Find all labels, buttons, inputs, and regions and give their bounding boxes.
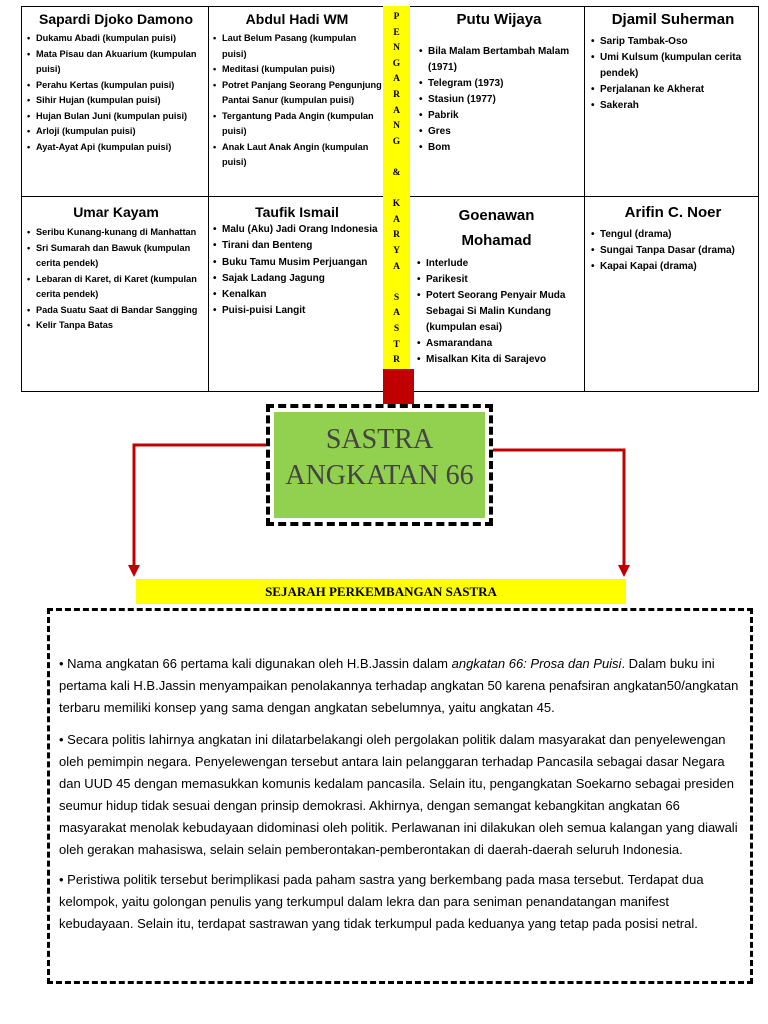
stripe-letter: A <box>393 74 400 85</box>
work-item: • Tirani dan Benteng <box>212 238 382 254</box>
center-title-line2: ANGKATAN 66 <box>285 460 474 491</box>
work-item: • Gres <box>418 124 584 140</box>
left-arrow-line <box>134 445 269 567</box>
work-item: • Sarip Tambak-Oso <box>590 34 756 50</box>
center-title-line1: SASTRA <box>325 424 434 455</box>
stripe-letter: G <box>392 136 401 147</box>
work-item: • Laut Belum Pasang (kumpulan puisi) <box>212 31 382 62</box>
work-item: • Stasiun (1977) <box>418 92 584 108</box>
work-item: • Tengul (drama) <box>590 227 756 243</box>
author-name: Putu Wijaya <box>456 11 542 28</box>
stripe-letter: S <box>393 292 400 303</box>
book-title: angkatan 66: Prosa dan Puisi <box>451 656 622 671</box>
stripe-letter: R <box>393 230 400 241</box>
work-item: • Potert Seorang Penyair Muda Sebagai Si Malin Kundang (kumpulan esai) <box>416 288 582 336</box>
section-title: SEJARAH PERKEMBANGAN SASTRA <box>136 579 626 604</box>
work-item: • Hujan Bulan Juni (kumpulan puisi) <box>26 109 206 125</box>
work-item: • Sakerah <box>590 98 756 114</box>
stripe-letter: K <box>392 199 401 210</box>
stripe-letter: R <box>393 355 400 366</box>
stripe-letter: T <box>393 339 400 350</box>
history-text-box <box>47 608 753 984</box>
stripe-letter: S <box>393 324 400 334</box>
stripe-letter: P <box>393 12 400 22</box>
work-item: • Perahu Kertas (kumpulan puisi) <box>26 78 206 94</box>
work-item: • Kelir Tanpa Batas <box>26 318 206 334</box>
work-item: • Pabrik <box>418 108 584 124</box>
right-arrow-line <box>490 450 624 567</box>
work-item: • Lebaran di Karet, di Karet (kumpulan cerita pendek) <box>26 272 206 303</box>
work-item: • Malu (Aku) Jadi Orang Indonesia <box>212 222 382 238</box>
work-item: • Sajak Ladang Jagung <box>212 271 382 287</box>
work-item: • Pada Suatu Saat di Bandar Sangging <box>26 303 206 319</box>
author-name: Taufik Ismail <box>255 204 339 220</box>
author-name: Abdul Hadi WM <box>245 11 349 27</box>
work-item: • Kenalkan <box>212 287 382 303</box>
stripe-letter: E <box>393 27 400 38</box>
work-item: • Arloji (kumpulan puisi) <box>26 124 206 140</box>
work-item: • Telegram (1973) <box>418 76 584 92</box>
author-name: Sapardi Djoko Damono <box>38 11 194 27</box>
work-item: • Puisi-puisi Langit <box>212 303 382 319</box>
author-name: Goenawan Mohamad <box>458 207 535 249</box>
paragraph-3: • Peristiwa politik tersebut berimplikasi pada paham sastra yang berkembang pada masa tersebut. Terdapat dua kelompok, yaitu golongan penulis yang terkumpul dalam lekra dan para seniman penandatangan manifest kebudayaan. Selain itu, terdapat sastrawan yang tidak terkumpul pada keduanya yang tetap pada posisi netral. <box>59 872 704 931</box>
paragraph-1 <box>59 653 742 719</box>
work-item: • Bila Malam Bertambah Malam (1971) <box>418 44 584 76</box>
stripe-letter: A <box>393 261 400 272</box>
stripe-letter: N <box>393 43 400 54</box>
work-item: • Misalkan Kita di Sarajevo <box>416 352 582 368</box>
right-arrow-head <box>618 565 630 577</box>
work-item: • Buku Tamu Musim Perjuangan <box>212 255 382 271</box>
stripe-letter: & <box>392 168 401 178</box>
work-item: • Umi Kulsum (kumpulan cerita pendek) <box>590 50 756 82</box>
work-item: • Dukamu Abadi (kumpulan puisi) <box>26 31 206 47</box>
center-box-fill <box>274 412 485 518</box>
work-item: • Anak Laut Anak Angin (kumpulan puisi) <box>212 140 382 171</box>
stripe-letter: R <box>393 90 400 100</box>
work-item: • Potret Panjang Seorang Pengunjung Pantai Sanur (kumpulan puisi) <box>212 78 382 109</box>
work-item: • Tergantung Pada Angin (kumpulan puisi) <box>212 109 382 140</box>
work-item: • Sihir Hujan (kumpulan puisi) <box>26 93 206 109</box>
sastra-angkatan-66-box <box>266 404 493 526</box>
work-item: • Bom <box>418 140 584 156</box>
work-item: • Asmarandana <box>416 336 582 352</box>
stripe-letter: A <box>393 105 400 116</box>
paragraph-1-text: • Nama angkatan 66 pertama kali digunakan oleh H.B.Jassin dalam <box>59 656 452 671</box>
work-item: • Interlude <box>416 256 582 272</box>
left-arrow-head <box>128 565 140 577</box>
author-name: Djamil Suherman <box>611 11 735 28</box>
work-item: • Seribu Kunang-kunang di Manhattan <box>26 225 206 241</box>
author-name: Arifin C. Noer <box>624 204 722 221</box>
work-item: • Sri Sumarah dan Bawuk (kumpulan cerita pendek) <box>26 241 206 272</box>
author-name: Umar Kayam <box>73 204 159 220</box>
paragraph-2: • Secara politis lahirnya angkatan ini dilatarbelakangi oleh pergolakan politik dalam masyarakat dan penyelewengan oleh pemimpin negara. Penyelewengan tersebut antara lain pelanggaran terhadap Pancasila sebagai dasar Negara dan UUD 45 dengan memasukkan komunis kedalam pancasila. Selain itu, pengangkatan Soekarno sebagai presiden seumur hidup tidak sesuai dengan prinsip demokrasi. Akhirnya, dengan semangat kebangkitan angkatan 66 masyarakat menolak kebudayaan didominasi oleh politik. Perlawanan ini dilakukan oleh semua kalangan yang diawali oleh gerakan mahasiswa, selain selain pemberontakan-pemberontakan di daerah-daerah seluruh Indonesia. <box>59 732 738 857</box>
stripe-letter: A <box>393 214 400 225</box>
work-item: • Perjalanan ke Akherat <box>590 82 756 98</box>
work-item: • Sungai Tanpa Dasar (drama) <box>590 243 756 259</box>
stripe-letter: N <box>393 121 400 132</box>
work-item: • Mata Pisau dan Akuarium (kumpulan puisi) <box>26 47 206 78</box>
paragraph-1-text-cont: . Dalam buku ini pertama kali H.B.Jassin menyampaikan penolakannya terhadap angkatan 50 karena penafsiran angkatan50/angkatan terbaru memiliki konsep yang sama dengan angkatan sebelumnya, yaitu angkatan 45. <box>59 656 739 715</box>
work-item: • Ayat-Ayat Api (kumpulan puisi) <box>26 140 206 156</box>
work-item: • Kapai Kapai (drama) <box>590 259 756 275</box>
stripe-letter: G <box>392 58 401 69</box>
work-item: • Parikesit <box>416 272 582 288</box>
work-item: • Meditasi (kumpulan puisi) <box>212 62 382 78</box>
stripe-letter: A <box>393 308 400 319</box>
stripe-letter: Y <box>393 246 400 256</box>
